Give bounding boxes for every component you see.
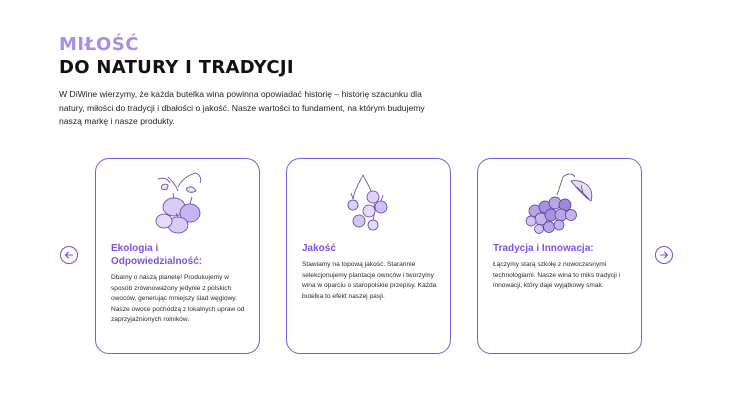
intro-paragraph: W DiWine wierzymy, że każda butelka wina powinna opowiadać historię – historię szacunku dla natury, miłości do tradycji i dbałości o jakość. Nasze wartości to fundament, na którym budujemy naszą markę i nasze produkty. bbox=[59, 89, 425, 127]
card-text: Dbamy o naszą planetę! Produkujemy w sposób zrównoważony jedynie z polskich owoców, generując mniejszy ślad węglowy. Nasze owoce pochodzą z lokalnych upraw od zaprzyjaźnionych rolników. bbox=[111, 274, 245, 324]
carousel-prev-button[interactable] bbox=[60, 246, 78, 264]
arrow-left-icon bbox=[64, 250, 74, 260]
section-title: DO NATURY I TRADYCJI bbox=[59, 57, 294, 78]
currant-illustration-icon bbox=[329, 167, 409, 241]
card-text: Stawiamy na topową jakość. Starannie selekcjonujemy plantacje owoców i tworzymy wina w oparciu o staropolskie przepisy. Każda butelka to efekt naszej pasji. bbox=[302, 261, 437, 300]
card-title: Tradycja i Innowacja: bbox=[493, 243, 594, 254]
value-card-tradition bbox=[477, 158, 642, 354]
carousel-next-button[interactable] bbox=[655, 246, 673, 264]
card-title: Ekologia i Odpowiedzialność: bbox=[111, 243, 203, 267]
card-title: Jakość bbox=[302, 243, 336, 254]
value-card-ecology bbox=[95, 158, 260, 354]
value-card-quality bbox=[286, 158, 451, 354]
arrow-right-icon bbox=[659, 250, 669, 260]
section-accent-title: MIŁOŚĆ bbox=[59, 34, 140, 55]
rosehip-illustration-icon bbox=[138, 167, 218, 241]
grape-cluster-illustration-icon bbox=[505, 167, 615, 241]
card-text: Łączymy starą szkołę z nowoczesnymi technologiami. Nasze wina to miks tradycji i innowacji, który daje wyjątkowy smak. bbox=[493, 261, 621, 290]
